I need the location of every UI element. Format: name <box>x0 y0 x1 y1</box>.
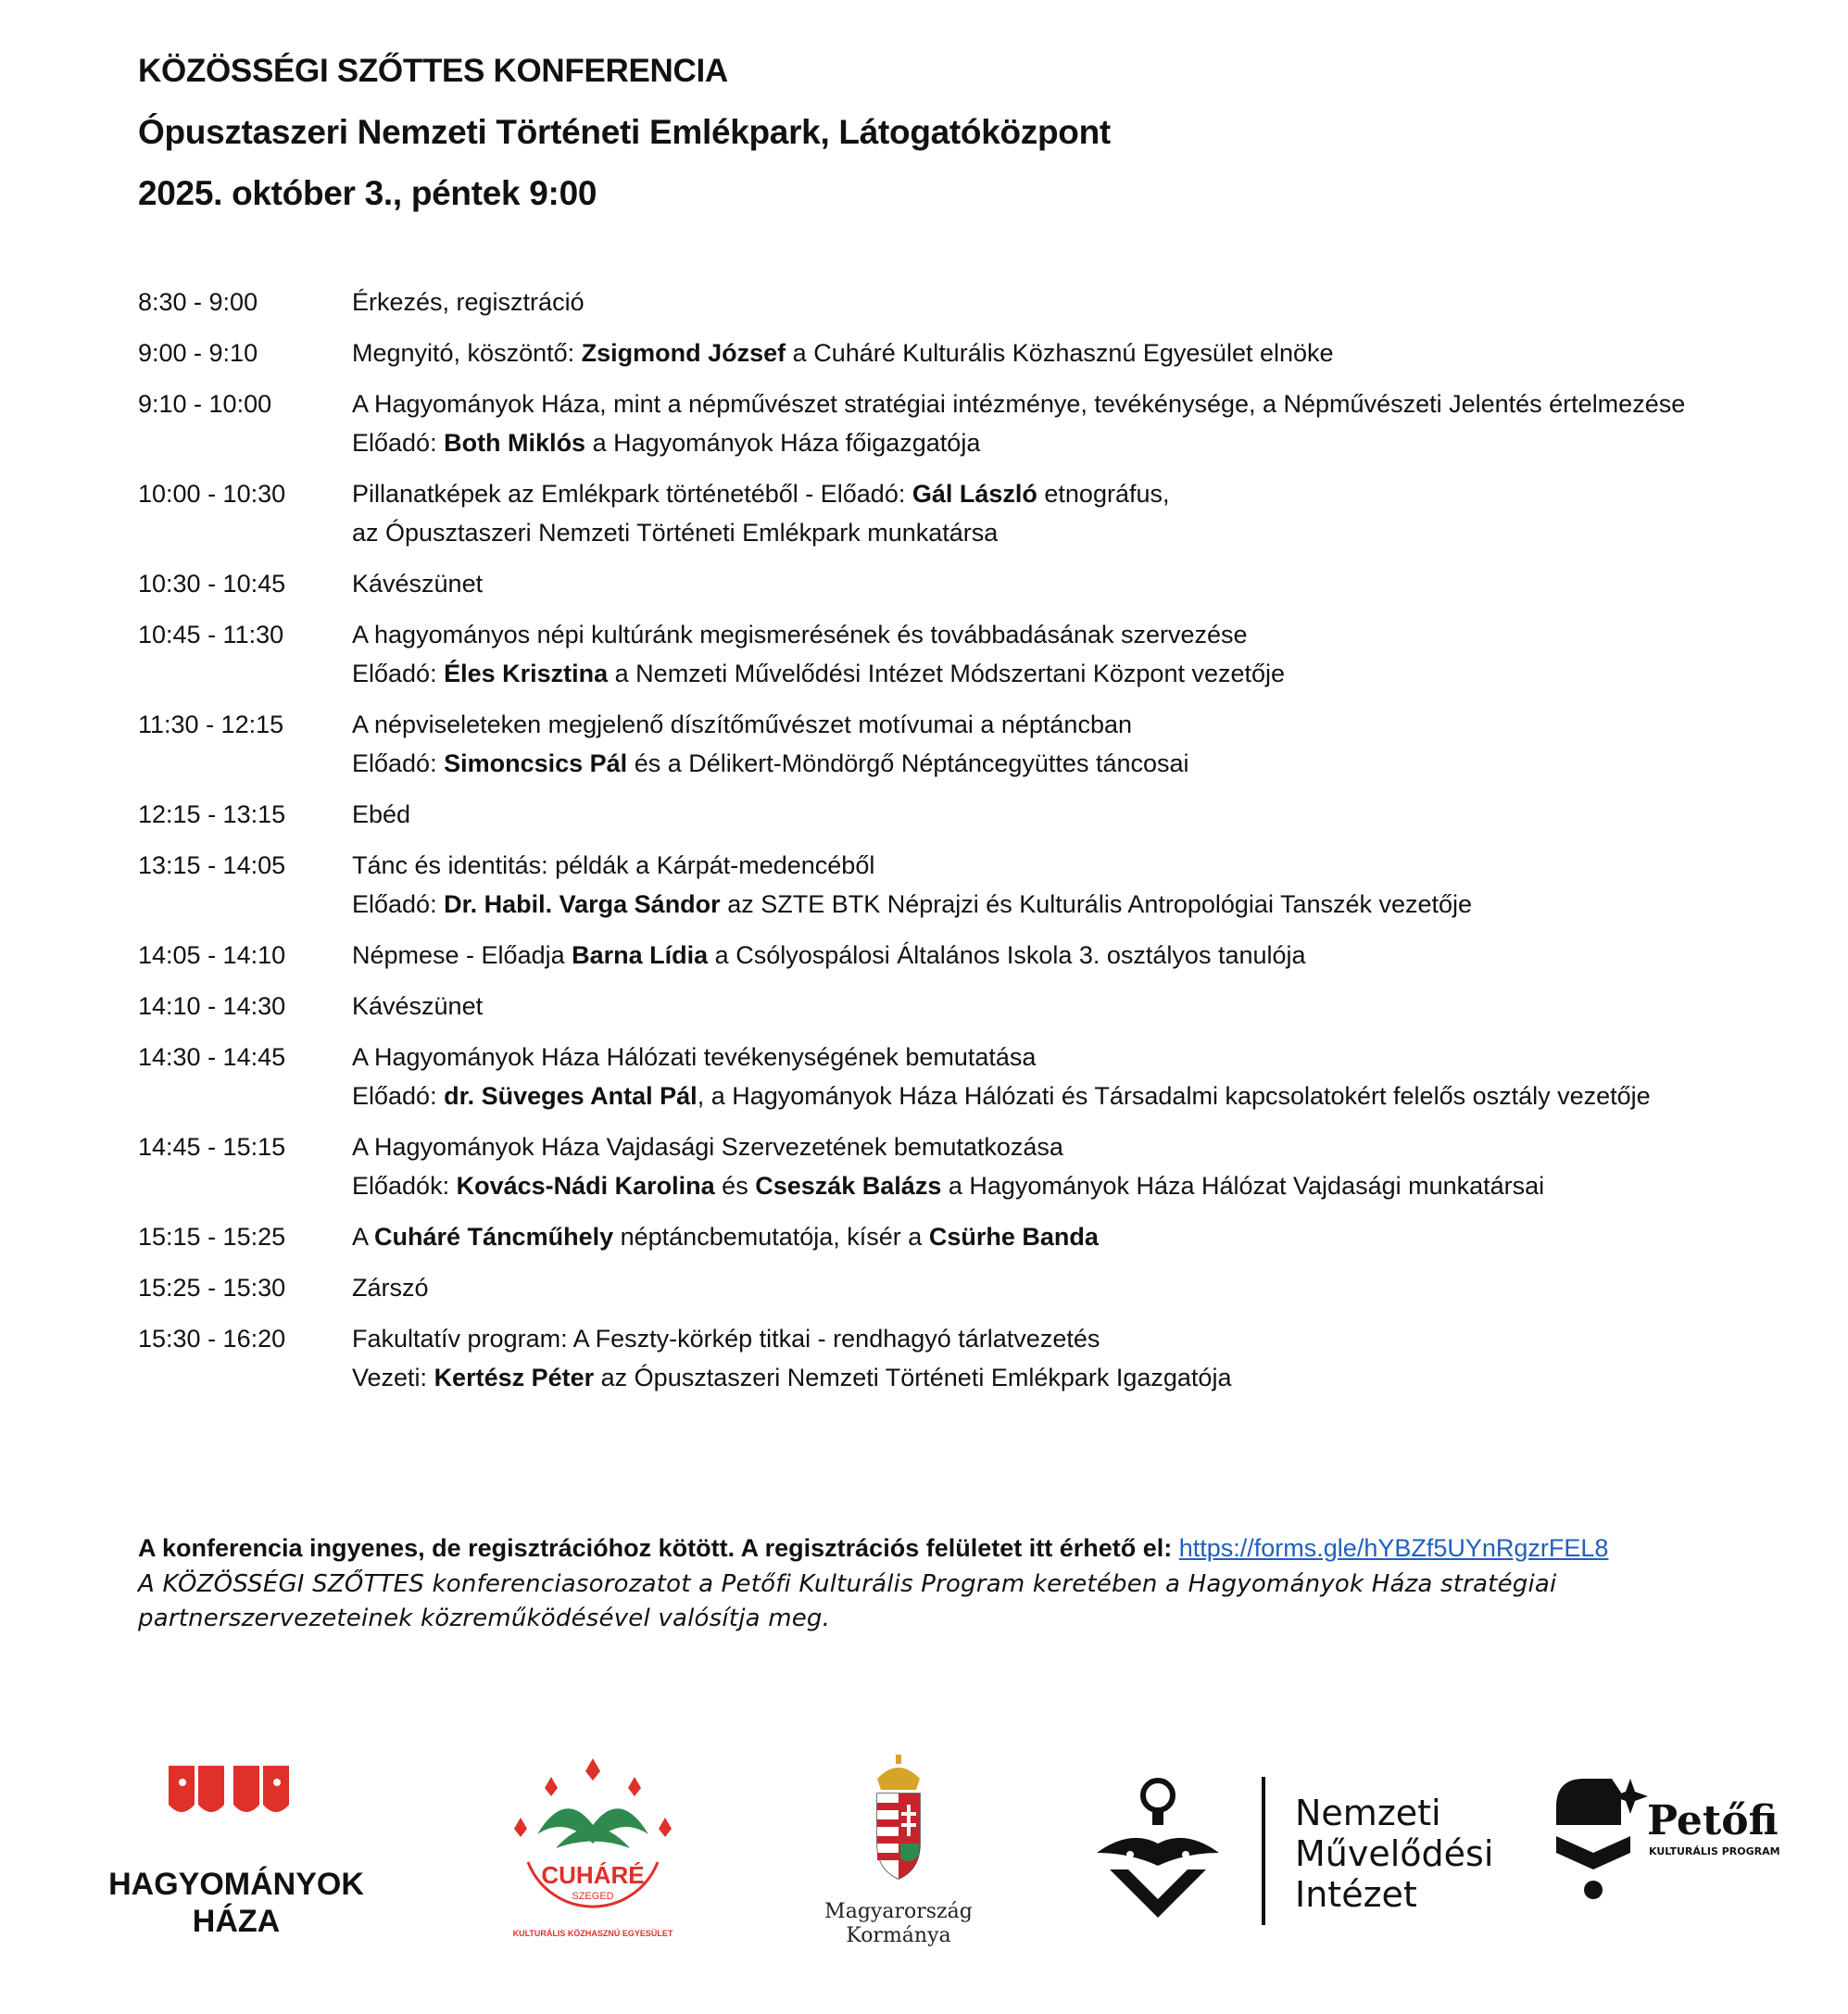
program-note-line-2: partnerszervezeteinek közreműködésével valósítja meg. <box>138 1605 831 1632</box>
schedule-description-line <box>352 1217 1796 1256</box>
cuhare-ring-text: KULTURÁLIS KÖZHASZNÚ EGYESÜLET <box>512 1929 673 1938</box>
schedule-row <box>138 1319 1796 1397</box>
registration-text: A konferencia ingyenes, de regisztrációhoz kötött. A regisztrációs felületet itt érhető el: <box>138 1534 1179 1562</box>
cuhare-name: CUHÁRÉ <box>541 1861 645 1889</box>
conference-date: 2025. október 3., péntek 9:00 <box>138 174 597 212</box>
schedule-time: 10:45 - 11:30 <box>138 621 284 648</box>
description-text: Előadó: <box>352 1082 445 1110</box>
petofi-name: Petőfi <box>1647 1797 1779 1844</box>
schedule-time: 15:25 - 15:30 <box>138 1274 286 1302</box>
description-text: Előadó: <box>352 749 445 777</box>
description-text: a Hagyományok Háza Hálózat Vajdasági munkatársai <box>941 1172 1545 1200</box>
schedule-description-line <box>352 1127 1796 1166</box>
schedule-description-line <box>352 1076 1796 1115</box>
speaker-name: Gál László <box>911 480 1037 508</box>
footer <box>138 1529 1796 1636</box>
hagyomanyok-haza-logo <box>93 1751 380 1945</box>
document-header <box>138 41 1111 224</box>
schedule-description-line <box>352 564 1796 603</box>
speaker-name: Éles Krisztina <box>444 660 609 687</box>
registration-note <box>138 1529 1796 1567</box>
speaker-name: Kovács-Nádi Karolina <box>456 1172 715 1200</box>
nmi-line3: Intézet <box>1295 1874 1417 1915</box>
description-text: Zárszó <box>352 1274 429 1302</box>
schedule-row <box>138 615 1796 693</box>
hagyomanyok-haza-emblem <box>93 1751 380 1945</box>
schedule-description <box>352 936 1796 975</box>
schedule-description-line <box>352 513 1796 552</box>
schedule-description-line <box>352 1358 1796 1397</box>
program-note-line-1: A KÖZÖSSÉGI SZŐTTES konferenciasorozatot a Petőfi Kulturális Program keretében a Hagyományok Háza stratégiai <box>138 1570 1557 1598</box>
schedule-row <box>138 705 1796 783</box>
description-text: Ebéd <box>352 800 411 828</box>
description-text: A hagyományos népi kultúránk megismerésének és továbbadásának szervezése <box>352 621 1248 648</box>
schedule-row <box>138 384 1796 462</box>
schedule-row <box>138 1268 1796 1307</box>
schedule-description-line <box>352 615 1796 654</box>
schedule-time: 10:30 - 10:45 <box>138 570 286 598</box>
cuhare-emblem <box>500 1751 685 1950</box>
cuhare-city: SZEGED <box>572 1891 614 1902</box>
schedule-time: 15:15 - 15:25 <box>138 1223 286 1251</box>
petofi-logo <box>1538 1751 1779 1950</box>
description-text: és a Délikert-Möndörgő Néptáncegyüttes táncosai <box>627 749 1189 777</box>
schedule-time: 13:15 - 14:05 <box>138 851 286 879</box>
nmi-logo <box>1093 1751 1494 1950</box>
schedule-time: 14:30 - 14:45 <box>138 1043 286 1071</box>
schedule-description-line <box>352 1319 1796 1358</box>
schedule-row <box>138 1217 1796 1256</box>
schedule-time: 14:05 - 14:10 <box>138 941 286 969</box>
description-text: Megnyitó, köszöntő: <box>352 339 582 367</box>
schedule-time: 11:30 - 12:15 <box>138 711 284 738</box>
schedule-description-line <box>352 1038 1796 1076</box>
description-text: Előadó: <box>352 429 445 457</box>
description-text: és <box>714 1172 756 1200</box>
description-text: néptáncbemutatója, kísér a <box>613 1223 929 1251</box>
description-text: Tánc és identitás: példák a Kárpát-medencéből <box>352 851 875 879</box>
schedule-description-line <box>352 705 1796 744</box>
description-text: Fakultatív program: A Feszty-körkép titkai - rendhagyó tárlatvezetés <box>352 1325 1100 1353</box>
schedule-description-line <box>352 423 1796 462</box>
hagyomanyok-logo-line1: HAGYOMÁNYOK <box>108 1867 364 1902</box>
conference-venue: Ópusztaszeri Nemzeti Történeti Emlékpark, Látogatóközpont <box>138 113 1111 151</box>
schedule-list <box>138 283 1796 1409</box>
speaker-name: Csürhe Banda <box>928 1223 1099 1251</box>
speaker-name: Cuháré Táncműhely <box>374 1223 614 1251</box>
schedule-description-line <box>352 846 1796 885</box>
schedule-time: 9:10 - 10:00 <box>138 390 272 418</box>
schedule-description <box>352 1268 1796 1307</box>
description-text: etnográfus, <box>1037 480 1170 508</box>
schedule-row <box>138 334 1796 372</box>
description-text: a Nemzeti Művelődési Intézet Módszertani Központ vezetője <box>608 660 1286 687</box>
schedule-description <box>352 564 1796 603</box>
nmi-line2: Művelődési <box>1295 1833 1494 1874</box>
description-text: A Hagyományok Háza Hálózati tevékenységének bemutatása <box>352 1043 1037 1071</box>
schedule-description-line <box>352 474 1796 513</box>
schedule-description-line <box>352 384 1796 423</box>
schedule-time: 9:00 - 9:10 <box>138 339 258 367</box>
description-text: Előadó: <box>352 890 445 918</box>
schedule-row <box>138 1038 1796 1115</box>
description-text: Kávészünet <box>352 570 484 598</box>
schedule-description <box>352 987 1796 1026</box>
schedule-row <box>138 936 1796 975</box>
description-text: Népmese - Előadja <box>352 941 572 969</box>
description-text: az Ópusztaszeri Nemzeti Történeti Emlékpark Igazgatója <box>594 1364 1232 1391</box>
schedule-description <box>352 705 1796 783</box>
description-text: Előadók: <box>352 1172 457 1200</box>
schedule-time: 14:10 - 14:30 <box>138 992 286 1020</box>
schedule-description <box>352 1217 1796 1256</box>
description-text: az SZTE BTK Néprajzi és Kulturális Antropológiai Tanszék vezetője <box>720 890 1473 918</box>
schedule-row <box>138 1127 1796 1205</box>
schedule-time: 10:00 - 10:30 <box>138 480 286 508</box>
kormany-line1: Magyarország <box>824 1900 973 1923</box>
schedule-description <box>352 283 1796 321</box>
description-text: A Hagyományok Háza Vajdasági Szervezetének bemutatkozása <box>352 1133 1063 1161</box>
schedule-time: 12:15 - 13:15 <box>138 800 286 828</box>
description-text: a Cuháré Kulturális Közhasznú Egyesület elnöke <box>786 339 1334 367</box>
petofi-sub: KULTURÁLIS PROGRAM <box>1649 1845 1780 1857</box>
schedule-time: 14:45 - 15:15 <box>138 1133 286 1161</box>
description-text: A <box>352 1223 375 1251</box>
schedule-description <box>352 795 1796 834</box>
schedule-time: 8:30 - 9:00 <box>138 288 258 316</box>
description-text: Érkezés, regisztráció <box>352 288 585 316</box>
description-text: A Hagyományok Háza, mint a népművészet stratégiai intézménye, tevékénysége, a Népművészeti Jelentés értelmezése <box>352 390 1686 418</box>
schedule-description <box>352 384 1796 462</box>
nmi-line1: Nemzeti <box>1295 1793 1441 1833</box>
speaker-name: Dr. Habil. Varga Sándor <box>444 890 721 918</box>
schedule-description <box>352 1127 1796 1205</box>
description-text: Vezeti: <box>352 1364 434 1391</box>
description-text: a Csólyospálosi Általános Iskola 3. osztályos tanulója <box>708 941 1306 969</box>
schedule-row <box>138 795 1796 834</box>
speaker-name: dr. Süveges Antal Pál <box>444 1082 698 1110</box>
schedule-description <box>352 334 1796 372</box>
schedule-description <box>352 474 1796 552</box>
description-text: a Hagyományok Háza főigazgatója <box>585 429 981 457</box>
logo-strip <box>0 1751 1848 1973</box>
schedule-row <box>138 987 1796 1026</box>
schedule-description <box>352 615 1796 693</box>
speaker-name: Both Miklós <box>444 429 586 457</box>
schedule-row <box>138 283 1796 321</box>
schedule-description <box>352 1038 1796 1115</box>
schedule-description-line <box>352 1268 1796 1307</box>
schedule-time: 15:30 - 16:20 <box>138 1325 286 1353</box>
description-text: , a Hagyományok Háza Hálózati és Társadalmi kapcsolatokért felelős osztály vezetője <box>697 1082 1651 1110</box>
schedule-description-line <box>352 1166 1796 1205</box>
cuhare-logo <box>500 1751 685 1950</box>
schedule-row <box>138 846 1796 924</box>
speaker-name: Barna Lídia <box>572 941 709 969</box>
schedule-description <box>352 1319 1796 1397</box>
nmi-emblem <box>1093 1751 1494 1950</box>
hagyomanyok-logo-line2: HÁZA <box>192 1904 281 1939</box>
schedule-description-line <box>352 936 1796 975</box>
description-text: Kávészünet <box>352 992 484 1020</box>
schedule-description-line <box>352 795 1796 834</box>
registration-link[interactable]: https://forms.gle/hYBZf5UYnRgzrFEL8 <box>1178 1534 1609 1562</box>
magyarorszag-kormanya-logo <box>792 1751 1005 1950</box>
schedule-description-line <box>352 283 1796 321</box>
conference-title: KÖZÖSSÉGI SZŐTTES KONFERENCIA <box>138 53 728 89</box>
speaker-name: Simoncsics Pál <box>444 749 628 777</box>
description-text: Pillanatképek az Emlékpark történetéből - Előadó: <box>352 480 912 508</box>
schedule-description <box>352 846 1796 924</box>
speaker-name: Zsigmond József <box>581 339 786 367</box>
schedule-row <box>138 474 1796 552</box>
schedule-row <box>138 564 1796 603</box>
speaker-name: Cseszák Balázs <box>755 1172 942 1200</box>
schedule-description-line <box>352 885 1796 924</box>
description-text: Előadó: <box>352 660 445 687</box>
description-text: az Ópusztaszeri Nemzeti Történeti Emlékpark munkatársa <box>352 519 999 547</box>
hungarian-coat-of-arms-icon <box>792 1751 1005 1950</box>
description-text: A népviseleteken megjelenő díszítőművészet motívumai a néptáncban <box>352 711 1132 738</box>
schedule-description-line <box>352 744 1796 783</box>
kormany-line2: Kormánya <box>846 1924 951 1947</box>
petofi-emblem <box>1538 1751 1779 1950</box>
speaker-name: Kertész Péter <box>434 1364 595 1391</box>
schedule-description-line <box>352 987 1796 1026</box>
schedule-description-line <box>352 654 1796 693</box>
schedule-description-line <box>352 334 1796 372</box>
